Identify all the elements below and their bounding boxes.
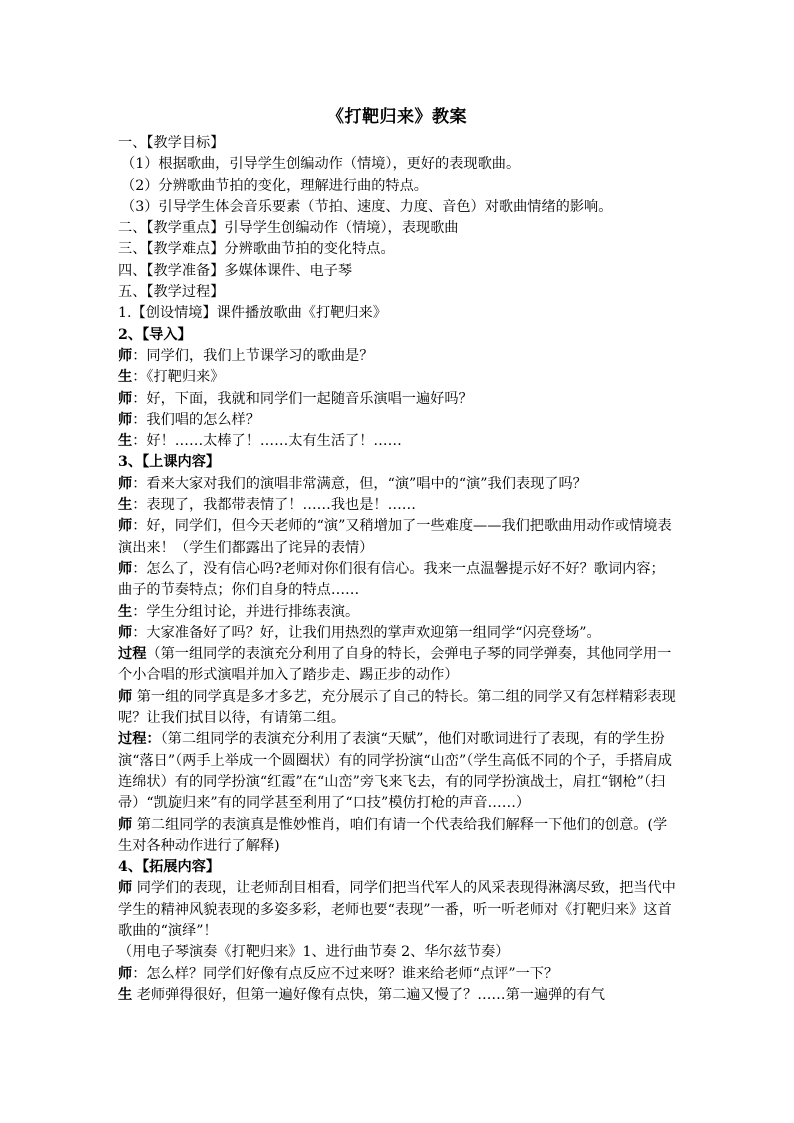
speaker-teacher: 师 [118,880,133,897]
dialogue-line [118,964,676,985]
goal-3: （3）引导学生体会音乐要素（节拍、速度、力度、音色）对歌曲情绪的影响。 [121,198,613,215]
dialogue-text: ：学生分组讨论，并进行排练表演。 [132,603,360,620]
dialogue-line [118,346,676,367]
speaker-student: 生 [118,986,133,1003]
dialogue-line [118,878,676,942]
speaker-student: 生 [118,433,133,450]
process-text: （第二组同学的表演充分利用了表演“天赋”，他们对歌词进行了表现，有的学生扮演“落日”（两手上举成一个圆圈状）有的同学扮演“山峦”（学生高低不同的个子，手搭肩成连绵状）有的同学扮演“红霞”在“山峦”旁飞来飞去，有的同学扮演战士，肩扛“钢枪”（扫帚）“凯旋归来”有的同学甚至利用了“口技”模仿打枪的声音……） [118,731,672,812]
dialogue-text: ：我们唱的怎么样？ [132,411,260,428]
dialogue-text: ：怎么了，没有信心吗?老师对你们很有信心。我来一点温馨提示好不好？歌词内容；曲子的节奏特点；你们自身的特点…… [118,560,665,599]
preparation-line [118,261,676,282]
dialogue-line [118,410,676,431]
dialogue-line [118,602,676,623]
dialogue-line [118,623,676,644]
process-colon: ： [146,731,161,748]
dialogue-line [118,687,676,730]
goals-heading: 一、【教学目标】 [118,135,225,151]
goal-1: （1）根据歌曲，引导学生创编动作（情境），更好的表现歌曲。 [121,156,521,173]
dialogue-line [118,985,676,1006]
dialogue-text: ：好！……太棒了！……太有生活了！…… [132,433,402,450]
speaker-teacher: 师 [118,475,133,492]
speaker-teacher: 师 [118,624,133,641]
preparation-label: 四、【教学准备】 [118,262,225,279]
step-1-line [118,303,676,324]
speaker-teacher: 师 [118,816,133,833]
speaker-teacher: 师 [118,390,133,407]
dialogue-line [118,559,676,602]
speaker-teacher: 师 [118,560,133,577]
difficulty-text: 分辨歌曲节拍的变化特点。 [224,241,395,258]
page-title: 《打靶归来》教案 [327,107,467,127]
key-point-text: 引导学生创编动作（情境），表现歌曲 [224,220,459,237]
difficulty-line [118,239,676,260]
goal-2: （2）分辨歌曲节拍的变化，理解进行曲的特点。 [121,177,428,194]
step-1-label: 1.【创设情境】 [118,305,217,322]
dialogue-line [118,815,676,858]
speaker-teacher: 师 [118,688,133,705]
dialogue-text: ：看来大家对我们的演唱非常满意，但，“演”唱中的“演”我们表现了吗？ [132,475,587,492]
dialogue-text: ：大家准备好了吗？好，让我们用热烈的掌声欢迎第一组同学“闪亮登场”。 [132,624,601,641]
dialogue-text: ：《打靶归来》 [132,369,225,386]
key-point-label: 二、【教学重点】 [118,220,225,237]
key-point-line [118,218,676,239]
document-body [118,133,676,1006]
preparation-text: 多媒体课件、电子琴 [224,262,353,279]
difficulty-label: 三、【教学难点】 [118,241,225,258]
process-label: 过程 [118,731,147,748]
dialogue-text: 第二组同学的表演真是惟妙惟肖，咱们有请一个代表给我们解释一下他们的创意。(学生对各种动作进行了解释) [118,816,668,854]
process-heading: 五、【教学过程】 [118,284,225,301]
dialogue-line [118,495,676,516]
speaker-teacher: 师 [118,347,133,364]
step-1-text: 课件播放歌曲《打靶归来》 [216,305,387,322]
speaker-student: 生 [118,497,133,514]
step-3-heading: 3、【上课内容】 [118,454,221,471]
step-2-heading: 2、【导入】 [118,326,192,343]
speaker-teacher: 师 [118,965,133,982]
speaker-teacher: 师 [118,411,133,428]
dialogue-line [118,474,676,495]
dialogue-line [118,389,676,410]
performance-note: （用电子琴演奏《打靶归来》1、进行曲节奏 2、华尔兹节奏） [118,944,510,961]
dialogue-line [118,516,676,559]
dialogue-text: ：表现了，我都带表情了！……我也是！…… [132,497,416,514]
speaker-student: 生 [118,369,133,386]
dialogue-line [118,431,676,452]
dialogue-text: ：怎么样？同学们好像有点反应不过来呀？谁来给老师“点评”一下？ [132,965,559,982]
process-text: （第一组同学的表演充分利用了自身的特长，会弹电子琴的同学弹奏，其他同学用一个小合唱的形式演唱并加入了踏步走、踢正步的动作） [118,646,672,684]
dialogue-text: 第一组的同学真是多才多艺，充分展示了自己的特长。第二组的同学又有怎样精彩表现呢？让我们拭目以待，有请第二组。 [118,688,676,727]
dialogue-line [118,367,676,388]
speaker-student: 生 [118,603,133,620]
process-line [118,644,676,687]
dialogue-text: ：好，同学们，但今天老师的“演”又稍增加了一些难度——我们把歌曲用动作或情境表演出来！（学生们都露出了诧异的表情） [118,518,672,556]
dialogue-text: 老师弹得很好，但第一遍好像有点快，第二遍又慢了？……第一遍弹的有气 [136,986,605,1003]
dialogue-text: ：好，下面，我就和同学们一起随音乐演唱一遍好吗？ [132,390,473,407]
speaker-teacher: 师 [118,518,133,535]
process-label: 过程 [118,646,147,663]
dialogue-text: ：同学们，我们上节课学习的歌曲是？ [132,347,374,364]
process-line [118,729,676,814]
step-4-heading: 4、【拓展内容】 [118,859,221,876]
dialogue-text: 同学们的表现，让老师刮目相看，同学们把当代军人的风采表现得淋漓尽致，把当代中学生的精神风貌表现的多姿多彩，老师也要“表现”一番，听一听老师对《打靶归来》这首歌曲的“演绎”！ [118,880,676,939]
